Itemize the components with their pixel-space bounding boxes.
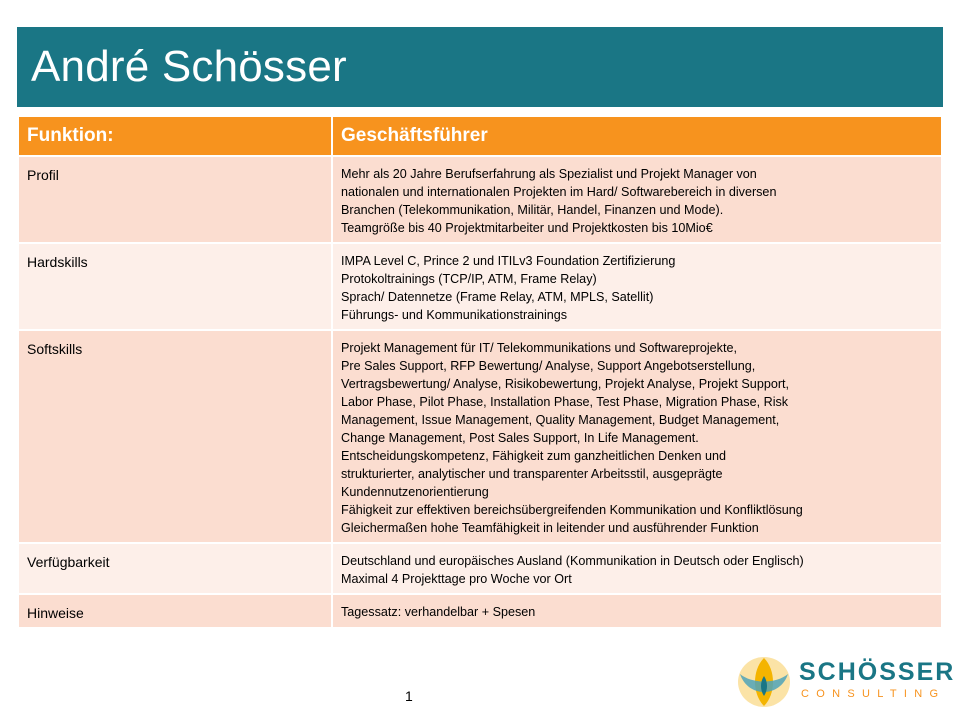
row-value	[332, 156, 942, 243]
text-line: Branchen (Telekommunikation, Militär, Handel, Finanzen und Mode).	[341, 203, 724, 217]
text-line: IMPA Level C, Prince 2 und ITILv3 Foundation Zertifizierung	[341, 254, 676, 268]
row-value	[332, 594, 942, 628]
text-line: Deutschland und europäisches Ausland (Kommunikation in Deutsch oder Englisch)	[341, 554, 804, 568]
text-line: Gleichermaßen hohe Teamfähigkeit in leitender und ausführender Funktion	[341, 521, 759, 535]
logo-subtitle: CONSULTING	[801, 688, 946, 700]
row-value	[332, 330, 942, 543]
profile-table	[17, 115, 943, 629]
text-line: Sprach/ Datennetze (Frame Relay, ATM, MPLS, Satellit)	[341, 290, 654, 304]
title-bar	[17, 27, 943, 107]
row-value	[332, 543, 942, 594]
logo-name: SCHÖSSER	[799, 658, 956, 686]
text-line: Entscheidungskompetenz, Fähigkeit zum ganzheitlichen Denken und	[341, 449, 727, 463]
text-line: Kundennutzenorientierung	[341, 485, 489, 499]
text-line: Führungs- und Kommunikationstrainings	[341, 308, 568, 322]
text-line: Tagessatz: verhandelbar + Spesen	[341, 605, 536, 619]
company-logo	[732, 652, 956, 712]
table-row-softskills	[18, 330, 942, 543]
text-line: Maximal 4 Projekttage pro Woche vor Ort	[341, 572, 572, 586]
logo-mark-icon	[734, 654, 794, 710]
table-row-hinweise	[18, 594, 942, 628]
row-label: Hardskills	[18, 243, 332, 330]
text-line: nationalen und internationalen Projekten im Hard/ Softwarebereich in diversen	[341, 185, 777, 199]
row-value	[332, 243, 942, 330]
row-label: Hinweise	[18, 594, 332, 628]
page-title: André Schösser	[31, 42, 347, 91]
text-line: Management, Issue Management, Quality Management, Budget Management,	[341, 413, 780, 427]
header-value: Geschäftsführer	[332, 116, 942, 156]
table-row-verfuegbarkeit	[18, 543, 942, 594]
table-row-hardskills	[18, 243, 942, 330]
header-label: Funktion:	[18, 116, 332, 156]
row-label: Profil	[18, 156, 332, 243]
row-label: Verfügbarkeit	[18, 543, 332, 594]
text-line: Vertragsbewertung/ Analyse, Risikobewertung, Projekt Analyse, Projekt Support,	[341, 377, 790, 391]
text-line: strukturierter, analytischer und transparenter Arbeitsstil, ausgeprägte	[341, 467, 723, 481]
text-line: Teamgröße bis 40 Projektmitarbeiter und Projektkosten bis 10Mio€	[341, 221, 713, 235]
table-header-row	[18, 116, 942, 156]
text-line: Mehr als 20 Jahre Berufserfahrung als Spezialist und Projekt Manager von	[341, 167, 757, 181]
text-line: Projekt Management für IT/ Telekommunikations und Softwareprojekte,	[341, 341, 737, 355]
page-number: 1	[405, 688, 413, 704]
text-line: Pre Sales Support, RFP Bewertung/ Analyse, Support Angebotserstellung,	[341, 359, 756, 373]
text-line: Fähigkeit zur effektiven bereichsübergreifenden Kommunikation und Konfliktlösung	[341, 503, 803, 517]
row-label: Softskills	[18, 330, 332, 543]
text-line: Protokoltrainings (TCP/IP, ATM, Frame Relay)	[341, 272, 597, 286]
text-line: Change Management, Post Sales Support, In Life Management.	[341, 431, 699, 445]
table-row-profil	[18, 156, 942, 243]
text-line: Labor Phase, Pilot Phase, Installation Phase, Test Phase, Migration Phase, Risk	[341, 395, 789, 409]
